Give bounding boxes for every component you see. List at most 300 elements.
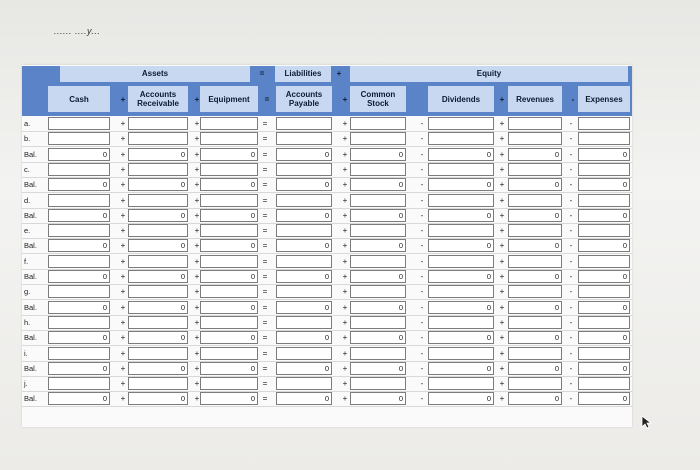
row-operator: = — [262, 119, 268, 128]
mouse-cursor-icon — [641, 415, 653, 429]
row-operator: + — [194, 394, 200, 404]
row-operator: - — [569, 256, 573, 266]
transaction-input-cash[interactable] — [48, 255, 110, 268]
column-header-dividends: Dividends — [428, 86, 494, 112]
row-operator: + — [194, 134, 200, 144]
row-label: i. — [24, 348, 28, 358]
transaction-input-common-stock[interactable] — [350, 285, 406, 298]
row-operator: = — [262, 394, 268, 404]
row-operator: + — [120, 226, 126, 236]
transaction-input-common-stock[interactable] — [350, 224, 406, 237]
row-operator: + — [120, 394, 126, 404]
transaction-input-cash[interactable] — [48, 224, 110, 237]
row-operator: + — [342, 333, 348, 343]
row-operator: + — [342, 180, 348, 190]
row-operator: - — [569, 287, 573, 297]
header-operator: = — [264, 95, 270, 104]
transaction-input-expenses[interactable] — [578, 377, 630, 390]
row-operator: + — [342, 394, 348, 404]
balance-field-dividends[interactable]: 0 — [428, 239, 494, 252]
transaction-input-cash[interactable] — [48, 163, 110, 176]
row-operator: + — [499, 210, 505, 220]
transaction-input-dividends[interactable] — [428, 194, 494, 207]
column-header-expenses: Expenses — [578, 86, 630, 112]
row-operator: = — [262, 195, 268, 205]
balance-field-cash[interactable]: 0 — [48, 209, 110, 222]
row-operator: + — [499, 302, 505, 312]
row-operator: - — [569, 394, 573, 404]
balance-field-cash[interactable]: 0 — [48, 178, 110, 191]
balance-field-accounts-payable[interactable]: 0 — [276, 331, 332, 344]
row-operator: + — [342, 348, 348, 358]
balance-field-common-stock[interactable]: 0 — [350, 392, 406, 405]
row-operator: + — [120, 164, 126, 174]
row-operator: + — [499, 272, 505, 281]
row-operator: - — [569, 317, 573, 327]
transaction-input-revenues[interactable] — [508, 194, 562, 207]
row-operator: - — [569, 333, 573, 343]
balance-field-expenses[interactable]: 0 — [578, 331, 630, 344]
balance-field-revenues[interactable]: 0 — [508, 331, 562, 344]
row-operator: = — [262, 256, 268, 266]
balance-field-common-stock[interactable]: 0 — [350, 270, 406, 283]
row-operator: + — [342, 119, 348, 128]
transaction-input-accounts-receivable[interactable] — [128, 117, 188, 130]
balance-field-dividends[interactable]: 0 — [428, 392, 494, 405]
balance-field-accounts-receivable[interactable]: 0 — [128, 301, 188, 314]
row-label: e. — [24, 226, 31, 236]
row-operator: - — [420, 195, 424, 205]
balance-field-cash[interactable]: 0 — [48, 331, 110, 344]
balance-field-accounts-payable[interactable]: 0 — [276, 148, 332, 161]
row-operator: + — [120, 363, 126, 373]
row-operator: + — [499, 134, 505, 144]
transaction-input-expenses[interactable] — [578, 255, 630, 268]
row-operator: = — [262, 149, 268, 159]
transaction-input-accounts-payable[interactable] — [276, 347, 332, 360]
header-operator: - — [571, 95, 575, 104]
transaction-input-expenses[interactable] — [578, 224, 630, 237]
column-header-accounts-payable: Accounts Payable — [276, 86, 332, 112]
balance-field-cash[interactable]: 0 — [48, 392, 110, 405]
balance-field-dividends[interactable]: 0 — [428, 270, 494, 283]
row-label: Bal. — [24, 302, 37, 312]
row-operator: + — [194, 164, 200, 174]
transaction-input-common-stock[interactable] — [350, 132, 406, 145]
row-operator: = — [262, 180, 268, 190]
balance-field-equipment[interactable]: 0 — [200, 209, 258, 222]
row-operator: + — [342, 379, 348, 389]
row-operator: = — [262, 134, 268, 144]
transaction-input-revenues[interactable] — [508, 117, 562, 130]
row-operator: + — [499, 119, 505, 128]
transaction-input-revenues[interactable] — [508, 163, 562, 176]
transaction-input-accounts-receivable[interactable] — [128, 347, 188, 360]
balance-field-cash[interactable]: 0 — [48, 148, 110, 161]
row-label: b. — [24, 134, 31, 144]
transaction-input-equipment[interactable] — [200, 255, 258, 268]
transaction-input-equipment[interactable] — [200, 132, 258, 145]
balance-field-common-stock[interactable]: 0 — [350, 331, 406, 344]
row-operator: + — [120, 180, 126, 190]
row-operator: = — [262, 272, 268, 281]
transaction-input-cash[interactable] — [48, 377, 110, 390]
row-operator: + — [499, 180, 505, 190]
transaction-input-common-stock[interactable] — [350, 117, 406, 130]
transaction-input-accounts-receivable[interactable] — [128, 285, 188, 298]
row-label: h. — [24, 317, 31, 327]
row-operator: + — [194, 333, 200, 343]
row-label: Bal. — [24, 363, 37, 373]
row-operator: + — [342, 134, 348, 144]
header-operator: + — [342, 95, 348, 104]
balance-field-cash[interactable]: 0 — [48, 301, 110, 314]
balance-field-accounts-receivable[interactable]: 0 — [128, 148, 188, 161]
balance-field-common-stock[interactable]: 0 — [350, 239, 406, 252]
transaction-input-common-stock[interactable] — [350, 194, 406, 207]
transaction-input-accounts-payable[interactable] — [276, 117, 332, 130]
balance-field-equipment[interactable]: 0 — [200, 178, 258, 191]
balance-field-expenses[interactable]: 0 — [578, 362, 630, 375]
transaction-input-accounts-payable[interactable] — [276, 194, 332, 207]
row-operator: + — [120, 272, 126, 281]
transaction-input-accounts-payable[interactable] — [276, 163, 332, 176]
row-operator: + — [120, 149, 126, 159]
balance-field-dividends[interactable]: 0 — [428, 178, 494, 191]
row-operator: = — [262, 210, 268, 220]
balance-field-accounts-payable[interactable]: 0 — [276, 362, 332, 375]
transaction-input-common-stock[interactable] — [350, 347, 406, 360]
row-operator: = — [262, 348, 268, 358]
cropped-instruction-text: ...... ....y... — [54, 26, 101, 36]
row-operator: - — [569, 241, 573, 251]
row-operator: = — [262, 302, 268, 312]
balance-field-accounts-payable[interactable]: 0 — [276, 178, 332, 191]
row-label: g. — [24, 287, 31, 297]
group-liabilities: Liabilities — [275, 66, 331, 82]
row-operator: - — [420, 379, 424, 389]
column-header-accounts-receivable: Accounts Receivable — [128, 86, 188, 112]
balance-field-cash[interactable]: 0 — [48, 270, 110, 283]
balance-field-dividends[interactable]: 0 — [428, 362, 494, 375]
balance-field-revenues[interactable]: 0 — [508, 148, 562, 161]
transaction-input-dividends[interactable] — [428, 117, 494, 130]
row-operator: = — [262, 317, 268, 327]
row-operator: = — [262, 379, 268, 389]
transaction-input-dividends[interactable] — [428, 377, 494, 390]
transaction-input-expenses[interactable] — [578, 194, 630, 207]
transaction-input-dividends[interactable] — [428, 132, 494, 145]
row-operator: + — [120, 241, 126, 251]
transaction-input-dividends[interactable] — [428, 255, 494, 268]
row-operator: + — [120, 379, 126, 389]
row-operator: + — [194, 272, 200, 281]
row-operator: + — [120, 348, 126, 358]
row-operator: + — [194, 348, 200, 358]
balance-field-expenses[interactable]: 0 — [578, 209, 630, 222]
row-operator: - — [420, 134, 424, 144]
row-operator: - — [420, 272, 424, 281]
row-operator: + — [120, 333, 126, 343]
transaction-input-dividends[interactable] — [428, 347, 494, 360]
transaction-input-expenses[interactable] — [578, 285, 630, 298]
transaction-input-revenues[interactable] — [508, 132, 562, 145]
row-operator: + — [499, 379, 505, 389]
row-operator: - — [420, 226, 424, 236]
group-assets: Assets — [60, 66, 250, 82]
balance-field-equipment[interactable]: 0 — [200, 331, 258, 344]
row-operator: - — [420, 317, 424, 327]
row-operator: + — [499, 317, 505, 327]
balance-field-expenses[interactable]: 0 — [578, 270, 630, 283]
row-operator: + — [194, 317, 200, 327]
balance-field-expenses[interactable]: 0 — [578, 239, 630, 252]
row-operator: - — [420, 119, 424, 128]
transaction-input-cash[interactable] — [48, 132, 110, 145]
row-operator: + — [120, 302, 126, 312]
balance-field-accounts-receivable[interactable]: 0 — [128, 239, 188, 252]
balance-field-accounts-receivable[interactable]: 0 — [128, 392, 188, 405]
balance-field-equipment[interactable]: 0 — [200, 148, 258, 161]
row-operator: + — [194, 379, 200, 389]
transaction-input-equipment[interactable] — [200, 377, 258, 390]
transaction-input-dividends[interactable] — [428, 316, 494, 329]
transaction-input-common-stock[interactable] — [350, 163, 406, 176]
transaction-input-accounts-payable[interactable] — [276, 255, 332, 268]
balance-field-common-stock[interactable]: 0 — [350, 301, 406, 314]
transaction-input-accounts-receivable[interactable] — [128, 224, 188, 237]
balance-field-revenues[interactable]: 0 — [508, 392, 562, 405]
row-operator: + — [342, 164, 348, 174]
transaction-input-dividends[interactable] — [428, 285, 494, 298]
transaction-input-common-stock[interactable] — [350, 377, 406, 390]
row-operator: - — [420, 333, 424, 343]
balance-field-dividends[interactable]: 0 — [428, 148, 494, 161]
row-operator: - — [569, 164, 573, 174]
transaction-input-expenses[interactable] — [578, 347, 630, 360]
row-operator: + — [342, 241, 348, 251]
row-operator: - — [569, 226, 573, 236]
row-operator: = — [262, 164, 268, 174]
row-label: Bal. — [24, 210, 37, 220]
row-operator: + — [194, 226, 200, 236]
row-operator: + — [342, 256, 348, 266]
balance-field-revenues[interactable]: 0 — [508, 270, 562, 283]
balance-field-revenues[interactable]: 0 — [508, 362, 562, 375]
transaction-input-accounts-receivable[interactable] — [128, 316, 188, 329]
transaction-input-equipment[interactable] — [200, 285, 258, 298]
balance-field-expenses[interactable]: 0 — [578, 301, 630, 314]
transaction-input-dividends[interactable] — [428, 224, 494, 237]
row-operator: - — [420, 302, 424, 312]
row-operator: - — [569, 348, 573, 358]
row-operator: - — [569, 379, 573, 389]
row-operator: - — [420, 241, 424, 251]
transaction-input-expenses[interactable] — [578, 163, 630, 176]
transaction-input-cash[interactable] — [48, 194, 110, 207]
transaction-input-equipment[interactable] — [200, 117, 258, 130]
transaction-input-accounts-payable[interactable] — [276, 285, 332, 298]
row-operator: + — [194, 363, 200, 373]
row-operator: - — [569, 149, 573, 159]
row-operator: + — [499, 348, 505, 358]
balance-field-expenses[interactable]: 0 — [578, 178, 630, 191]
transaction-input-expenses[interactable] — [578, 316, 630, 329]
row-operator: - — [420, 394, 424, 404]
row-operator: + — [342, 287, 348, 297]
row-operator: - — [569, 363, 573, 373]
transaction-input-revenues[interactable] — [508, 285, 562, 298]
balance-field-accounts-receivable[interactable]: 0 — [128, 209, 188, 222]
row-operator: - — [420, 164, 424, 174]
balance-field-accounts-receivable[interactable]: 0 — [128, 270, 188, 283]
row-operator: + — [120, 119, 126, 128]
balance-field-accounts-payable[interactable]: 0 — [276, 301, 332, 314]
transaction-input-revenues[interactable] — [508, 377, 562, 390]
row-operator: + — [342, 363, 348, 373]
transaction-input-accounts-receivable[interactable] — [128, 132, 188, 145]
row-operator: - — [569, 195, 573, 205]
transaction-input-expenses[interactable] — [578, 132, 630, 145]
row-operator: + — [342, 210, 348, 220]
row-operator: - — [420, 210, 424, 220]
row-operator: + — [194, 119, 200, 128]
row-label: c. — [24, 164, 30, 174]
transaction-input-accounts-receivable[interactable] — [128, 163, 188, 176]
transaction-input-dividends[interactable] — [428, 163, 494, 176]
row-operator: + — [120, 134, 126, 144]
transaction-input-equipment[interactable] — [200, 163, 258, 176]
transaction-input-cash[interactable] — [48, 285, 110, 298]
row-label: f. — [24, 256, 29, 266]
transaction-input-revenues[interactable] — [508, 224, 562, 237]
transaction-input-accounts-payable[interactable] — [276, 224, 332, 237]
row-operator: + — [499, 394, 505, 404]
transaction-input-revenues[interactable] — [508, 255, 562, 268]
transaction-input-revenues[interactable] — [508, 316, 562, 329]
transaction-input-equipment[interactable] — [200, 224, 258, 237]
balance-field-accounts-receivable[interactable]: 0 — [128, 362, 188, 375]
balance-field-equipment[interactable]: 0 — [200, 301, 258, 314]
balance-field-accounts-payable[interactable]: 0 — [276, 239, 332, 252]
transaction-input-accounts-payable[interactable] — [276, 316, 332, 329]
transaction-input-accounts-receivable[interactable] — [128, 255, 188, 268]
row-operator: - — [569, 210, 573, 220]
balance-field-revenues[interactable]: 0 — [508, 301, 562, 314]
row-operator: + — [120, 287, 126, 297]
balance-field-common-stock[interactable]: 0 — [350, 148, 406, 161]
transaction-input-common-stock[interactable] — [350, 255, 406, 268]
column-header-common-stock: Common Stock — [350, 86, 406, 112]
row-operator: = — [262, 287, 268, 297]
transaction-input-equipment[interactable] — [200, 194, 258, 207]
balance-field-equipment[interactable]: 0 — [200, 362, 258, 375]
row-label: j. — [24, 379, 28, 389]
row-operator: + — [120, 317, 126, 327]
balance-field-accounts-payable[interactable]: 0 — [276, 209, 332, 222]
transaction-input-cash[interactable] — [48, 316, 110, 329]
header-operator: + — [194, 95, 200, 104]
transaction-input-cash[interactable] — [48, 117, 110, 130]
row-operator: - — [420, 363, 424, 373]
balance-field-revenues[interactable]: 0 — [508, 209, 562, 222]
row-label: Bal. — [24, 333, 37, 343]
row-label: a. — [24, 119, 31, 128]
balance-field-expenses[interactable]: 0 — [578, 148, 630, 161]
group-equals-sign: = — [259, 69, 265, 78]
row-operator: + — [194, 149, 200, 159]
row-operator: + — [499, 241, 505, 251]
row-label: d. — [24, 195, 31, 205]
row-operator: + — [499, 333, 505, 343]
balance-field-accounts-receivable[interactable]: 0 — [128, 178, 188, 191]
balance-field-dividends[interactable]: 0 — [428, 331, 494, 344]
balance-field-revenues[interactable]: 0 — [508, 178, 562, 191]
row-operator: + — [194, 256, 200, 266]
balance-field-dividends[interactable]: 0 — [428, 301, 494, 314]
row-operator: + — [342, 272, 348, 281]
row-operator: + — [194, 241, 200, 251]
row-operator: + — [342, 302, 348, 312]
row-operator: + — [194, 180, 200, 190]
balance-field-revenues[interactable]: 0 — [508, 239, 562, 252]
row-operator: - — [420, 256, 424, 266]
row-operator: + — [194, 195, 200, 205]
row-operator: - — [569, 134, 573, 144]
row-operator: - — [420, 180, 424, 190]
row-operator: + — [194, 210, 200, 220]
balance-field-dividends[interactable]: 0 — [428, 209, 494, 222]
row-operator: + — [499, 164, 505, 174]
balance-field-common-stock[interactable]: 0 — [350, 209, 406, 222]
row-operator: + — [342, 195, 348, 205]
column-header-equipment: Equipment — [200, 86, 258, 112]
balance-field-accounts-receivable[interactable]: 0 — [128, 331, 188, 344]
row-operator: + — [120, 256, 126, 266]
group-equity: Equity — [350, 66, 628, 82]
transaction-input-accounts-payable[interactable] — [276, 377, 332, 390]
row-operator: = — [262, 226, 268, 236]
row-label: Bal. — [24, 394, 37, 404]
transaction-input-accounts-receivable[interactable] — [128, 377, 188, 390]
balance-field-cash[interactable]: 0 — [48, 362, 110, 375]
balance-field-common-stock[interactable]: 0 — [350, 178, 406, 191]
transaction-input-cash[interactable] — [48, 347, 110, 360]
balance-field-equipment[interactable]: 0 — [200, 270, 258, 283]
group-plus-sign: + — [336, 69, 342, 78]
row-label: Bal. — [24, 180, 37, 190]
balance-field-equipment[interactable]: 0 — [200, 392, 258, 405]
balance-field-accounts-payable[interactable]: 0 — [276, 392, 332, 405]
transaction-input-equipment[interactable] — [200, 347, 258, 360]
row-label: Bal. — [24, 272, 37, 281]
transaction-input-accounts-receivable[interactable] — [128, 194, 188, 207]
row-operator: - — [420, 348, 424, 358]
transaction-input-common-stock[interactable] — [350, 316, 406, 329]
balance-field-equipment[interactable]: 0 — [200, 239, 258, 252]
transaction-input-expenses[interactable] — [578, 117, 630, 130]
row-operator: + — [194, 302, 200, 312]
row-operator: = — [262, 363, 268, 373]
balance-field-accounts-payable[interactable]: 0 — [276, 270, 332, 283]
transaction-input-equipment[interactable] — [200, 316, 258, 329]
balance-field-cash[interactable]: 0 — [48, 239, 110, 252]
balance-field-expenses[interactable]: 0 — [578, 392, 630, 405]
transaction-input-revenues[interactable] — [508, 347, 562, 360]
transaction-input-accounts-payable[interactable] — [276, 132, 332, 145]
row-operator: + — [499, 363, 505, 373]
balance-field-common-stock[interactable]: 0 — [350, 362, 406, 375]
